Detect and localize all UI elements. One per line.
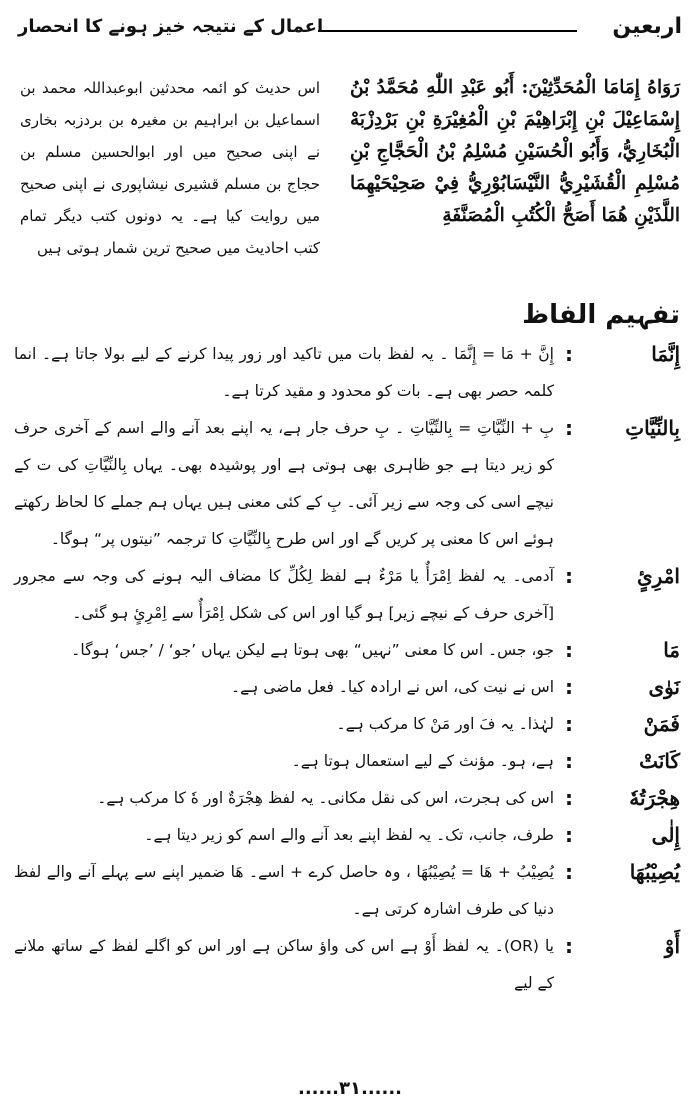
glossary-entry <box>14 410 684 558</box>
glossary-term: مَا <box>663 638 680 662</box>
separator-colon: : <box>565 749 573 773</box>
glossary-entry <box>14 558 684 632</box>
glossary-term: بِالنِّيَّاتِ <box>625 416 680 440</box>
glossary-entry <box>14 928 684 1002</box>
glossary-definition: طرف، جانب، تک۔ یہ لفظ اپنے بعد آنے والے اسم کو زیر دیتا ہے۔ <box>144 826 554 844</box>
glossary-definition: آدمی۔ یہ لفظ اِمْرَأٌ یا مَرْءٌ ہے لفظ لِكُلِّ کا مضاف الیہ ہونے کی وجہ سے مجرور [آخری حرف کے نیچے زیر] ہو گیا اور اس کی شکل اِمْرَأٌ سے اِمْرِئٍ ہو گئی۔ <box>14 567 554 622</box>
glossary-entry <box>14 854 684 928</box>
glossary-term: أَوْ <box>664 934 680 958</box>
glossary-definition: یا (OR)۔ یہ لفظ أَوْ ہے اس کی واؤ ساکن ہے اور اس کو اگلے لفظ کے ساتھ ملانے کے لیے <box>14 937 554 992</box>
glossary-term: نَوٰى <box>648 675 680 699</box>
glossary-term: كَانَتْ <box>639 749 680 773</box>
separator-colon: : <box>565 786 573 810</box>
separator-colon: : <box>565 860 573 884</box>
glossary-definition: بِ + النِّيَّاتِ = بِالنِّيَّاتِ ۔ بِ حرف جار ہے، یہ اپنے بعد آنے والے اسم کے آخری حرف کو زیر دیتا ہے جو ظاہری بھی ہوتی ہے اور پوشیدہ بھی۔ یہاں بِالنِّيَّاتِ کی ت کے نیچے اسی کی وجہ سے زیر آئی۔ بِ کے کئی معنی ہیں یہاں ہم جملے کا لحاظ رکھتے ہوئے اس کا معنی پر کریں گے اور اس طرح بِالنِّيَّاتِ کا ترجمہ ”نیتوں پر“ ہوگا۔ <box>14 419 554 548</box>
glossary-definition: اس کی ہجرت، اس کی نقل مکانی۔ یہ لفظ هِجْرَةٌ اور هٗ کا مرکب ہے۔ <box>97 789 554 807</box>
glossary-definition: إِنَّ + مَا = إِنَّمَا ۔ یہ لفظ بات میں تاکید اور زور پیدا کرنے کے لیے بولا جاتا ہے۔ انما کلمہ حصر بھی ہے۔ بات کو محدود و مقید کرتا ہے۔ <box>14 345 554 400</box>
book-title: اربعین <box>612 14 682 39</box>
header-rule <box>318 30 577 32</box>
separator-colon: : <box>565 564 573 588</box>
glossary-definition: اس نے نیت کی، اس نے ارادہ کیا۔ فعل ماضی ہے۔ <box>231 678 554 696</box>
glossary-term: إِنَّمَا <box>651 342 680 366</box>
glossary-term: يُصِيْبُهَا <box>629 860 680 884</box>
separator-colon: : <box>565 638 573 662</box>
separator-colon: : <box>565 934 573 958</box>
page-number: ......۳۱...... <box>297 1078 403 1099</box>
glossary-definition: لہٰذا۔ یہ فَ اور مَنْ کا مرکب ہے۔ <box>336 715 554 733</box>
separator-colon: : <box>565 823 573 847</box>
glossary-definition: جو، جس۔ اس کا معنی ”نہیں“ بھی ہوتا ہے لیکن یہاں ’جو‘ / ’جس‘ ہوگا۔ <box>71 641 554 659</box>
glossary-term: هِجْرَتُهٗ <box>629 786 680 810</box>
section-heading: تفہیم الفاظ <box>522 300 680 330</box>
separator-colon: : <box>565 416 573 440</box>
glossary-list <box>14 336 684 1002</box>
glossary-entry <box>14 780 684 817</box>
hadith-block <box>20 72 680 272</box>
page-header <box>18 6 682 46</box>
separator-colon: : <box>565 712 573 736</box>
glossary-term: فَمَنْ <box>643 712 680 736</box>
glossary-entry <box>14 669 684 706</box>
glossary-entry <box>14 817 684 854</box>
glossary-entry <box>14 632 684 669</box>
separator-colon: : <box>565 342 573 366</box>
glossary-entry <box>14 706 684 743</box>
hadith-urdu-translation: اس حدیث کو ائمہ محدثین ابوعبداللہ محمد بن اسماعیل بن ابراہیم بن مغیرہ بن بردزبہ بخاری نے اپنی صحیح میں اور ابوالحسین مسلم بن حجاج بن مسلم قشیری نیشاپوری نے اپنی صحیح میں روایت کیا ہے۔ یہ دونوں کتب دیگر تمام کتب احادیث میں صحیح ترین شمار ہوتی ہیں <box>20 79 320 257</box>
chapter-title: اعمال کے نتیجہ خیز ہونے کا انحصار <box>18 16 324 37</box>
glossary-definition: يُصِيْبُ + هَا = يُصِيْبُهَا ، وہ حاصل کرے + اسے۔ هَا ضمیر اپنے سے پہلے آنے والے لفظ دنیا کی طرف اشارہ کرتی ہے۔ <box>14 863 554 918</box>
glossary-term: امْرِئٍ <box>637 564 680 588</box>
glossary-entry <box>14 336 684 410</box>
glossary-definition: ہے، ہو۔ مؤنث کے لیے استعمال ہوتا ہے۔ <box>291 752 554 770</box>
glossary-entry <box>14 743 684 780</box>
separator-colon: : <box>565 675 573 699</box>
hadith-arabic-text: رَوَاهُ إِمَامَا الْمُحَدِّثِيْنَ: أَبُو عَبْدِ اللّٰهِ مُحَمَّدُ بْنُ إِسْمَاعِيْلَ بْنِ إِبْرَاهِيْمَ بْنِ الْمُغِيْرَةِ بْنِ بَرْدِزْبَهْ الْبُخَارِيُّ، وَأَبُو الْحُسَيْنِ مُسْلِمُ بْنُ الْحَجَّاجِ بْنِ مُسْلِمِ الْقُشَيْرِيُّ النَّيْسَابُوْرِيُّ فِيْ صَحِيْحَيْهِمَا اللَّذَيْنِ هُمَا أَصَحُّ الْكُتُبِ الْمُصَنَّفَةِ <box>350 77 680 226</box>
glossary-term: إِلٰى <box>651 823 680 847</box>
